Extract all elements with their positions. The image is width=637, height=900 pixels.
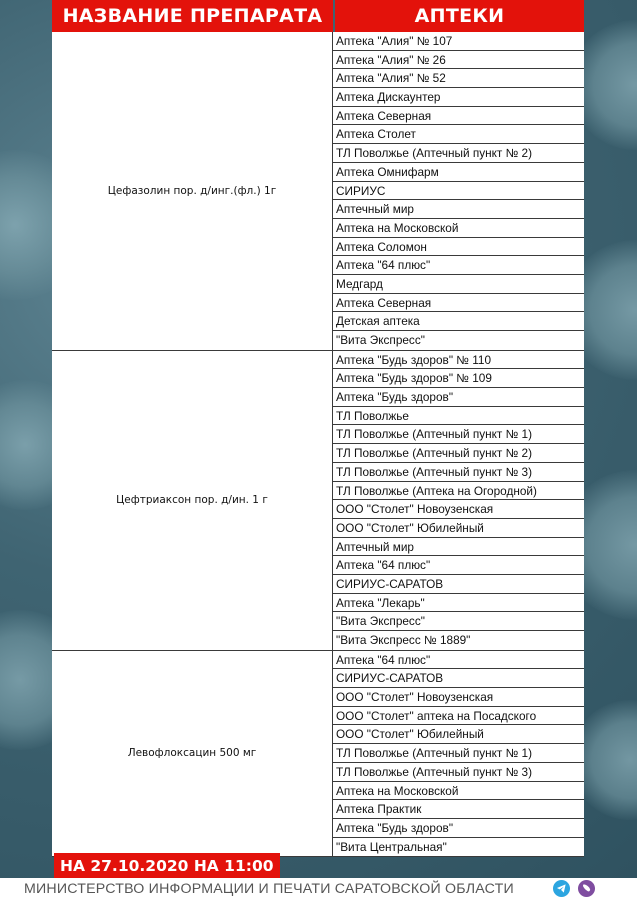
pharmacy-table [52,32,584,857]
footer [0,878,637,900]
pharmacy-row: ТЛ Поволжье [333,407,584,426]
pharmacy-row: Аптека "Будь здоров" [333,819,584,838]
drug-name: Цефтриаксон пор. д/ин. 1 г [52,351,333,650]
drug-group [52,32,584,351]
pharmacy-row: ООО "Столет" аптека на Посадского [333,707,584,726]
social-icons [553,880,595,897]
viber-icon[interactable] [578,880,595,897]
pharmacy-row: Аптека Северная [333,294,584,313]
pharmacy-row: Аптека Омнифарм [333,163,584,182]
pharmacy-row: ТЛ Поволжье (Аптечный пункт № 2) [333,444,584,463]
pharmacy-row: ТЛ Поволжье (Аптечный пункт № 1) [333,744,584,763]
pharmacy-column-header: АПТЕКИ [335,0,584,32]
pharmacy-row: Аптека "64 плюс" [333,651,584,670]
pharmacy-row: СИРИУС-САРАТОВ [333,575,584,594]
pharmacy-row: ТЛ Поволжье (Аптека на Огородной) [333,482,584,501]
pharmacy-list [333,651,584,857]
pharmacy-row: "Вита Экспресс № 1889" [336,633,471,647]
pharmacy-row: "Вита Экспресс" [336,333,425,347]
pharmacy-list [333,351,584,650]
drug-column-header: НАЗВАНИЕ ПРЕПАРАТА [52,0,333,32]
pharmacy-row: Аптека "Алия" № 107 [333,32,584,51]
pharmacy-row: Аптека "Алия" № 26 [333,51,584,70]
pharmacy-row: Медгард [333,275,584,294]
pharmacy-row: Аптека Дискаунтер [333,88,584,107]
pharmacy-list [333,32,584,350]
drug-group [52,651,584,858]
pharmacy-row: СИРИУС-САРАТОВ [333,669,584,688]
pharmacy-row: ООО "Столет" Новоузенская [333,688,584,707]
telegram-icon[interactable] [553,880,570,897]
pharmacy-row: ТЛ Поволжье (Аптечный пункт № 3) [333,463,584,482]
pharmacy-row: Аптечный мир [333,200,584,219]
pharmacy-row: "Вита Экспресс" [333,612,584,631]
pharmacy-row: Аптека "Алия" № 52 [333,69,584,88]
pharmacy-row: Детская аптека [333,312,584,331]
pharmacy-row: Аптека Практик [333,800,584,819]
pharmacy-row: "Вита Центральная" [336,839,447,854]
pharmacy-row: ТЛ Поволжье (Аптечный пункт № 1) [333,425,584,444]
pharmacy-row: ТЛ Поволжье (Аптечный пункт № 3) [333,763,584,782]
drug-group [52,351,584,651]
ministry-label: МИНИСТЕРСТВО ИНФОРМАЦИИ И ПЕЧАТИ САРАТОВСКОЙ ОБЛАСТИ [24,881,514,897]
pharmacy-row: Аптека "64 плюс" [333,556,584,575]
drug-name: Левофлоксацин 500 мг [52,651,333,857]
pharmacy-row: Аптека "Будь здоров" [333,388,584,407]
pharmacy-row: Аптека "Будь здоров" № 109 [333,369,584,388]
pharmacy-row: Аптека "Лекарь" [333,594,584,613]
pharmacy-row: ООО "Столет" Юбилейный [333,725,584,744]
pharmacy-row: ТЛ Поволжье (Аптечный пункт № 2) [333,144,584,163]
pharmacy-row: Аптека на Московской [333,782,584,801]
pharmacy-row: Аптека Соломон [333,238,584,257]
pharmacy-row: Аптека Столет [333,125,584,144]
pharmacy-row: ООО "Столет" Новоузенская [333,500,584,519]
pharmacy-row: ООО "Столет" Юбилейный [333,519,584,538]
pharmacy-row: Аптека на Московской [333,219,584,238]
date-badge: НА 27.10.2020 НА 11:00 [54,853,280,878]
pharmacy-row: Аптечный мир [333,538,584,557]
pharmacy-row: Аптека "64 плюс" [333,256,584,275]
drug-name: Цефазолин пор. д/инг.(фл.) 1г [52,32,333,350]
pharmacy-row: Аптека "Будь здоров" № 110 [333,351,584,370]
pharmacy-row: СИРИУС [333,182,584,201]
pharmacy-row: Аптека Северная [333,107,584,126]
